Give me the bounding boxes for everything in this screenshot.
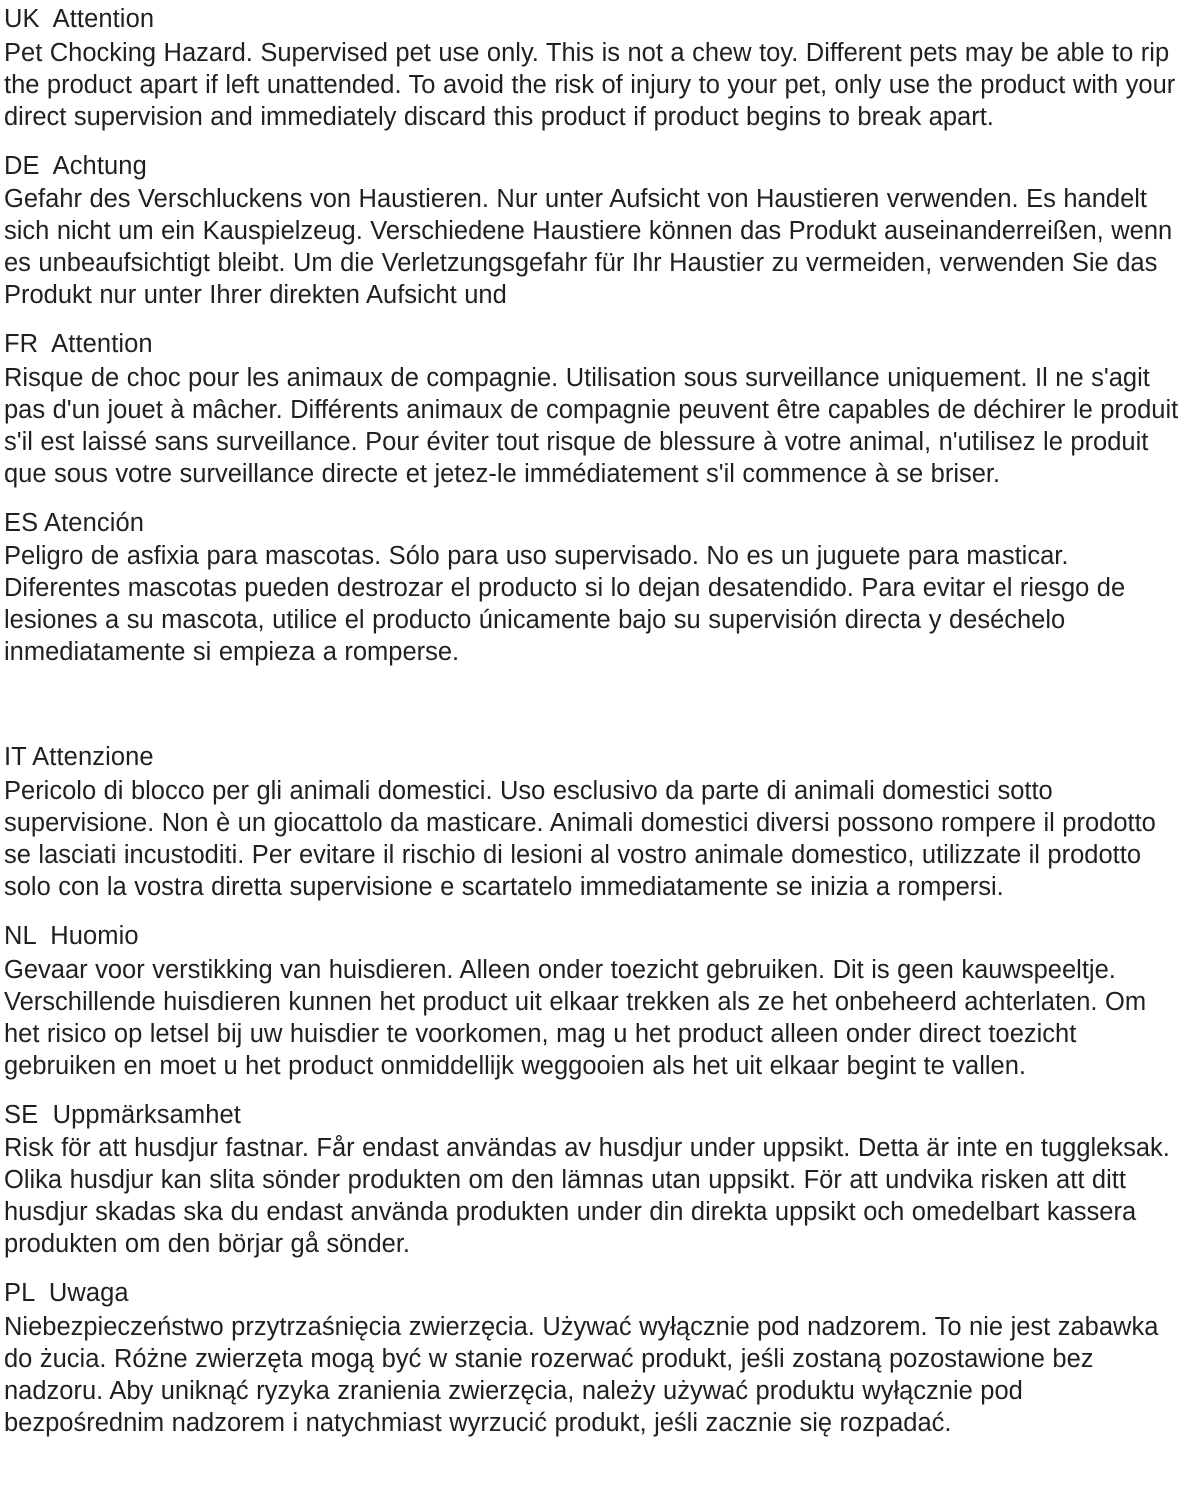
section-heading-es: ES Atención	[4, 508, 145, 537]
warning-section-uk	[4, 4, 1183, 133]
section-heading-fr: FR Attention	[4, 330, 153, 359]
section-body-it: Pericolo di blocco per gli animali domestici. Uso esclusivo da parte di animali domestici sotto supervisione. Non è un giocattolo da masticare. Animali domestici diversi possono rompere il prodotto se lasciati incustoditi. Per evitare il rischio di lesioni al vostro animale domestico, utilizzate il prodotto solo con la vostra diretta supervisione e scartatelo immediatamente se inizia a rompersi.	[4, 777, 1156, 902]
section-body-uk: Pet Chocking Hazard. Supervised pet use only. This is not a chew toy. Different pets may be able to rip the product apart if left unattended. To avoid the risk of injury to your pet, only use the product with your direct supervision and immediately discard this product if product begins to break apart.	[4, 38, 1176, 131]
section-body-es: Peligro de asfixia para mascotas. Sólo para uso supervisado. No es un juguete para masticar. Diferentes mascotas pueden destrozar el producto si lo dejan desatendido. Para evitar el riesgo de lesiones a su mascota, utilice el producto únicamente bajo su supervisión directa y deséchelo inmediatamente si empieza a romperse.	[4, 542, 1126, 667]
section-heading-de: DE Achtung	[4, 151, 147, 180]
warning-section-pl	[4, 1278, 1183, 1439]
warning-section-nl	[4, 921, 1183, 1082]
section-heading-pl: PL Uwaga	[4, 1279, 129, 1308]
section-body-nl: Gevaar voor verstikking van huisdieren. Alleen onder toezicht gebruiken. Dit is geen kauwspeeltje. Verschillende huisdieren kunnen het product uit elkaar trekken als ze het onbeheerd achterlaten. Om het risico op letsel bij uw huisdier te voorkomen, mag u het product alleen onder direct toezicht gebruiken en moet u het product onmiddellijk weggooien als het uit elkaar begint te vallen.	[4, 955, 1147, 1080]
warning-section-es	[4, 508, 1183, 669]
warning-section-se	[4, 1100, 1183, 1261]
section-heading-uk: UK Attention	[4, 5, 155, 33]
section-heading-it: IT Attenzione	[4, 743, 154, 772]
warning-section-it	[4, 742, 1183, 903]
warning-section-fr	[4, 329, 1183, 490]
section-body-pl: Niebezpieczeństwo przytrzaśnięcia zwierzęcia. Używać wyłącznie pod nadzorem. To nie jest zabawka do żucia. Różne zwierzęta mogą być w stanie rozerwać produkt, jeśli zostaną pozostawione bez nadzoru. Aby uniknąć ryzyka zranienia zwierzęcia, należy używać produktu wyłącznie pod bezpośrednim nadzorem i natychmiast wyrzucić produkt, jeśli zacznie się rozpadać.	[4, 1312, 1159, 1437]
section-heading-se: SE Uppmärksamhet	[4, 1100, 241, 1129]
section-body-de: Gefahr des Verschluckens von Haustieren. Nur unter Aufsicht von Haustieren verwenden. Es handelt sich nicht um ein Kauspielzeug. Verschiedene Haustiere können das Produkt auseinanderreißen, wenn es unbeaufsichtigt bleibt. Um die Verletzungsgefahr für Ihr Haustier zu vermeiden, verwenden Sie das Produkt nur unter Ihrer direkten Aufsicht und	[4, 185, 1173, 310]
section-body-fr: Risque de choc pour les animaux de compagnie. Utilisation sous surveillance uniquement. Il ne s'agit pas d'un jouet à mâcher. Différents animaux de compagnie peuvent être capables de déchirer le produit s'il est laissé sans surveillance. Pour éviter tout risque de blessure à votre animal, n'utilisez le produit que sous votre surveillance directe et jetez-le immédiatement s'il commence à se briser.	[4, 363, 1179, 488]
warning-section-de	[4, 151, 1183, 312]
section-heading-nl: NL Huomio	[4, 922, 139, 951]
section-body-se: Risk för att husdjur fastnar. Får endast användas av husdjur under uppsikt. Detta är inte en tuggleksak. Olika husdjur kan slita sönder produkten om den lämnas utan uppsikt. För att undvika risken att ditt husdjur skadas ska du endast använda produkten under din direkta uppsikt och omedelbart kassera produkten om den börjar gå sönder.	[4, 1134, 1170, 1259]
